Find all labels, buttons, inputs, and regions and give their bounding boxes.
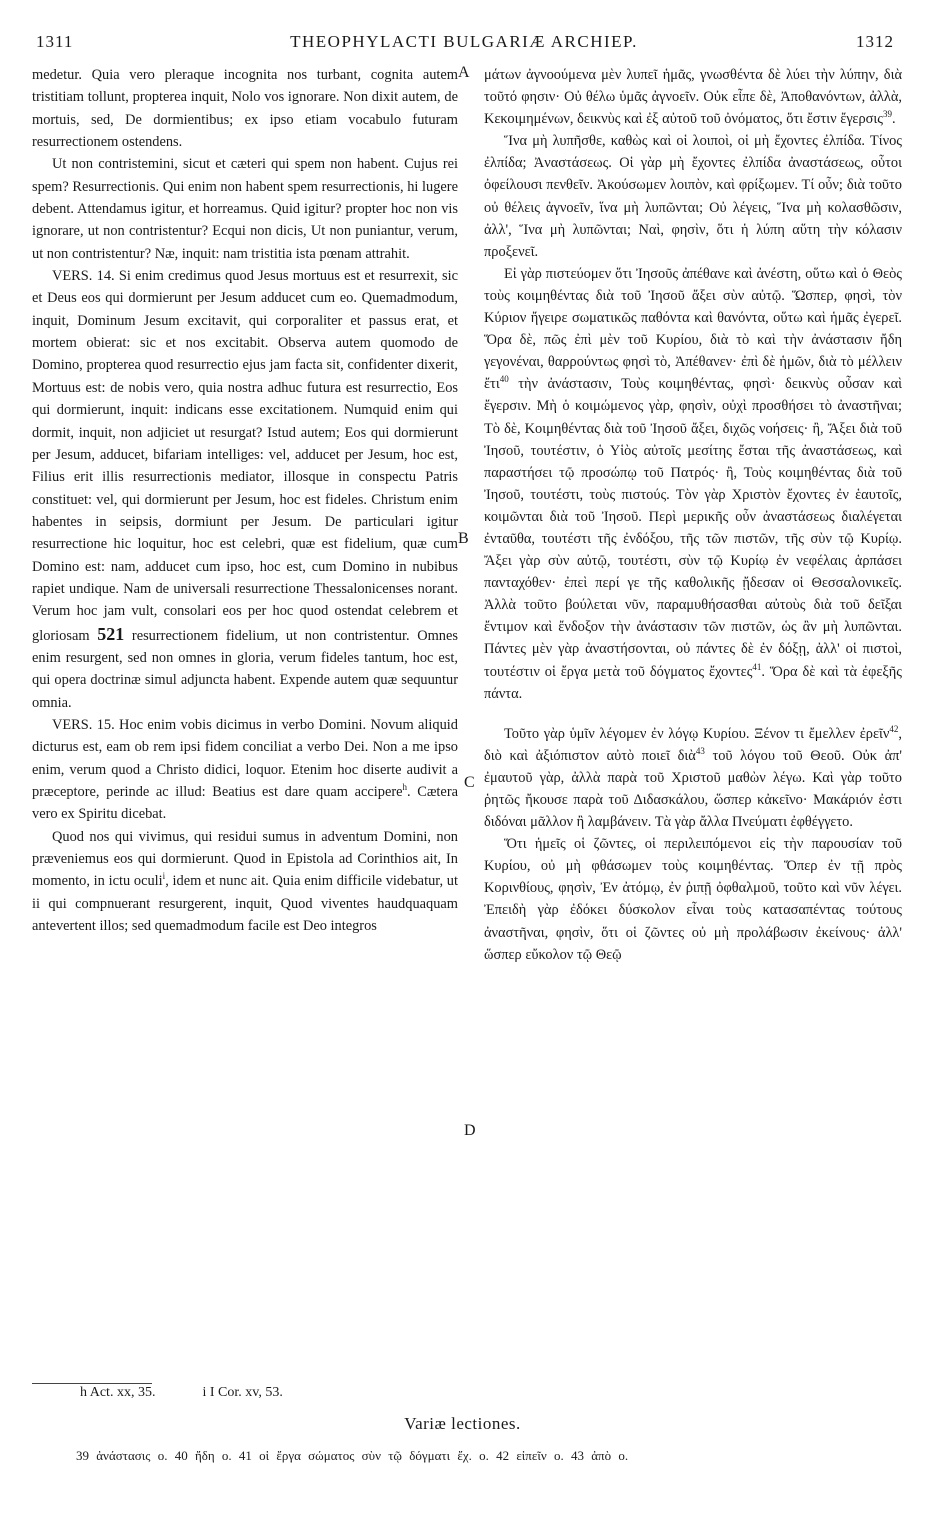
running-title: THEOPHYLACTI BULGARIÆ ARCHIEP.: [290, 32, 638, 51]
margin-letter-d: D: [464, 1122, 476, 1139]
note-ref-41: 41: [752, 661, 762, 672]
latin-paragraph: Quod nos qui vivimus, qui residui sumus in adventum Domini, non præveniemus eos qui dormierunt. Quod in Epistola ad Corinthios ait, In momento, in ictu oculi$^i$, idem et nunc ait. Quia enim difficile videbatur, ut ii qui compnuerant resurgerent, inquit, Quod viventes haudquaquam antevertent illos; sed quemadmodum facile est Deo integros: [32, 828, 458, 935]
variae-lectiones-list: 39 ἀνάστασις ο. 40 ἤδη ο. 41 οἱ ἔργα σώματος σὺν τῷ δόγματι ἔχ. ο. 42 εἰπεῖν ο. 43 ἀπὸ ο.: [76, 1448, 629, 1463]
note-ref-i: i: [162, 871, 166, 882]
section-gap: [484, 705, 902, 723]
latin-paragraph: VERS. 15. Hoc enim vobis dicimus in verbo Domini. Novum aliquid dicturus est, eam ob rem ipsi fidem conciliat a verbo Dei. Non a me ipso enim, verum quod a Christo didici, loquor. Etenim hoc diserte audivit a præceptore, perinde ac illud: Beatius est dare quam accipere$^h$. Cætera vero ex Spiritu dicebat.: [32, 716, 458, 823]
page-number-left: 1311: [36, 32, 74, 51]
greek-paragraph: Ὅτι ἡμεῖς οἱ ζῶντες, οἱ περιλειπόμενοι εἰς τὴν παρουσίαν τοῦ Κυρίου, οὐ μὴ φθάσωμεν τοὺς κοιμηθέντας. Ὅπερ ἐν τῇ πρὸς Κορινθίους, φησὶν, Ἐν ἀτόμῳ, ἐν ῥιπῇ ὀφθαλμοῦ, τοῦτο καὶ νῦν λέγει. Ἐπειδὴ γὰρ ἐδόκει δύσκολον εἶναι τοὺς κατασαπέντας τούτους ἀναστῆναι, φησὶν, ὅτι οἱ ζῶντες οὐ μὴ προλάβωσιν ἐκείνους· ἀλλ' ὥσπερ εὔκολον τῷ Θεῷ: [484, 836, 902, 963]
margin-letter-a: A: [458, 64, 470, 81]
footnote-i: i I Cor. xv, 53.: [202, 1385, 283, 1400]
latin-paragraph: medetur. Quia vero pleraque incognita nos turbant, cognita autem tristitiam tollunt, propterea inquit, Nolo vos ignorare. Non dixit autem, de mortuis, sed, De dormientibus; ex ipso etiam vocabulo futuram resurrectionem ostendens.: [32, 67, 458, 151]
footnotes: [80, 1385, 283, 1401]
greek-paragraph: μάτων ἀγνοούμενα μὲν λυπεῖ ἡμᾶς, γνωσθέντα δὲ λύει τὴν λύπην, διὰ τοῦτό φησιν· Οὐ θέλω ὑμᾶς ἀγνοεῖν. Οὐκ εἶπε δὲ, Ἀποθανόντων, ἀλλὰ, Κεκοιμημένων, δεικνὺς καὶ ἐξ αὐτοῦ τοῦ ὀνόματος, ὅτι ἔστιν ἔγερσις$^{39}$.: [484, 67, 902, 128]
margin-letter-b: B: [458, 530, 469, 547]
margin-letter-c: C: [464, 774, 475, 791]
variae-lectiones-title: Variæ lectiones.: [404, 1414, 521, 1433]
column-number: 521: [97, 623, 125, 644]
footnote-h: h Act. xx, 35.: [80, 1385, 156, 1400]
footnote-rule: [32, 1383, 152, 1384]
latin-paragraph: Ut non contristemini, sicut et cæteri qui spem non habent. Cujus rei spem? Resurrectionis. Qui enim non habent spem resurrectionis, hi lugere debent. Attendamus igitur, et horreamus. Quid igitur? propter hoc non vis ignorare, ut non contristentur? Ecqui non dicis, Ut non puniantur, verum, ut non contristentur? Næ, inquit: nam tristitia ista pœnam attrahit.: [32, 156, 458, 262]
note-ref-39: 39: [883, 109, 892, 120]
greek-column: [484, 64, 902, 966]
note-ref-40: 40: [499, 374, 509, 385]
page-number-right: 1312: [856, 32, 894, 51]
greek-paragraph: Τοῦτο γὰρ ὑμῖν λέγομεν ἐν λόγῳ Κυρίου. Ξένον τι ἔμελλεν ἐρεῖν$^{42}$, διὸ καὶ ἀξιόπιστον αὐτὸ ποιεῖ διὰ$^{43}$ τοῦ λόγου τοῦ Θεοῦ. Οὐκ ἀπ' ἐμαυτοῦ γὰρ, ἀλλὰ παρὰ τοῦ Χριστοῦ μαθὼν λέγω. Καὶ γὰρ τοῦτο ῥητῶς ἤκουσε παρὰ τοῦ Διδασκάλου, ὥσπερ κἀκεῖνο· Μακάριόν ἐστι διδόναι μᾶλλον ἢ λαμβάνειν. Τὰ γὰρ ἄλλα Πνεύματι ἐφθέγγετο.: [484, 723, 902, 831]
greek-paragraph: Ἵνα μὴ λυπῆσθε, καθὼς καὶ οἱ λοιποὶ, οἱ μὴ ἔχοντες ἐλπίδα. Τίνος ἐλπίδα; Ἀναστάσεως. Οἱ γὰρ μὴ ἔχοντες ἐλπίδα ἀναστάσεως, οὗτοι ὀφείλουσι πενθεῖν. Ἀκούσωμεν λοιπὸν, καὶ φρίξωμεν. Τί οὖν; διὰ τοῦτο οὐ θέλεις ἀγνοεῖν, ἵνα μὴ λυπῶνται; Οὐ λέγεις, Ἵνα μὴ κολασθῶσιν, ἀλλ', Ἵνα μὴ λυπῶνται; Ναὶ, φησὶν, ὅτι ἡ λύπη αὕτη τὴν κόλασιν προξενεῖ.: [484, 133, 902, 260]
note-ref-42: 42: [889, 723, 899, 734]
note-ref-h: h: [402, 782, 408, 793]
note-ref-43: 43: [695, 746, 705, 757]
running-header: [30, 30, 898, 54]
latin-column: [32, 64, 458, 937]
latin-paragraph: VERS. 14. Si enim credimus quod Jesus mortuus est et resurrexit, sic et Deus eos qui dormierunt per Jesum adducet cum eo. Quemadmodum, inquit, Dominum Jesum excitavit, qui corporaliter et passus erat, et mortem obierat: sic et nos excitabit. Observa autem quomodo de Domino, propterea quod resurrectio ejus jam facta sit, confidenter dixerit, Mortuus est: de nobis vero, quia nostra adhuc futura est resurrectio, Eos qui dormierunt, inquit: indicans esse excitationem. Numquid enim qui dormit, inquit, non adjiciet ut resurgat? Istud autem; Eos qui dormierunt per Jesum, adducet, bifariam intelliges: vel, adducet per Jesum, hoc est, Filius erit illis resurrectionis mediator, illosque in conspectu Patris constituet: vel, qui dormierunt per Jesum, hoc est fideles. Christum enim habentes in seipsis, dormiunt per Jesum. De particulari igitur resurrectione hic loquitur, hoc est celebri, quæ est fidelium, quæ cum Domino est: nam, adducet cum ipso, hoc est, cum Domino in nubibus rapiet undique. Nam de universali resurrectione Thessalonicenses norant. Verum hoc jam vult, consolari eos per hoc quod ostendat celebrem et gloriosam 521 resurrectionem fidelium, ut non contristentur. Omnes enim resurgent, sed non omnes in gloria, verum fideles tantum, hoc est, qui opera doctrinæ simul adjuncta habent. Expende autem quæ sequuntur omnia.: [32, 268, 458, 711]
greek-paragraph: Εἰ γὰρ πιστεύομεν ὅτι Ἰησοῦς ἀπέθανε καὶ ἀνέστη, οὕτω καὶ ὁ Θεὸς τοὺς κοιμηθέντας διὰ τοῦ Ἰησοῦ ἄξει σὺν αὐτῷ. Ὥσπερ, φησὶ, τὸν Κύριον ἤγειρε σωματικῶς παθόντα καὶ θανόντα, οὕτω καὶ ἡμᾶς ἐγερεῖ. Ὅρα δὲ, πῶς ἐπὶ μὲν τοῦ Κυρίου, διὰ τὸ καὶ τὴν ἀνάστασιν ἤδη γεγονέναι, θαρρούντως φησὶ τὸ, Ἀπέθανεν· ἐπὶ δὲ ἡμῶν, διὰ τὸ μέλλειν ἔτι$^{40}$ τὴν ἀνάστασιν, Τοὺς κοιμηθέντας, φησὶ· δεικνὺς οὖσαν καὶ ἔγερσιν. Μὴ ὁ κοιμώμενος γὰρ, φησὶν, οὐχὶ προσθήσει τὸ ἀναστῆναι; Τὸ δὲ, Κοιμηθέντας διὰ τοῦ Ἰησοῦ ἄξει, διχῶς νοήσεις· ἢ, Ἄξει διὰ τοῦ Ἰησοῦ, τουτέστιν, ὁ Υἱὸς αὐτοῖς μεσίτης ἔσται τῆς ἀναστάσεως, καὶ παραστήσει τῷ προσώπῳ τοῦ Πατρός· ἢ, Τοὺς κοιμηθέντας διὰ τοῦ Ἰησοῦ, τουτέστι, τοὺς πιστούς. Τὸν γὰρ Χριστὸν ἔχοντες ἐν ἑαυτοῖς, κοιμῶνται διὰ τοῦ Ἰησοῦ. Περὶ μερικῆς οὖν ἀναστάσεως διαλέγεται ἐνταῦθα, τουτέστι τῆς ἐνδόξου, τῆς τῶν πιστῶν, τῆς σὺν τῷ Κυρίῳ. Ἄξει γὰρ σὺν αὐτῷ, τουτέστι, σὺν τῷ Κυρίῳ ἐν νεφέλαις ἁρπάσει πανταχόθεν· ἐπεὶ περί γε τῆς καθολικῆς ᾔδεσαν οἱ Θεσσαλονικεῖς. Ἀλλὰ τοῦτο βούλεται νῦν, παραμυθήσασθαι αὐτοὺς διὰ τοῦ δεῖξαι ἔντιμον καὶ ἔνδοξον τὴν ἀνάστασιν τῶν πιστῶν, ὡς ἂν μὴ λυπῶνται. Πάντες μὲν γὰρ ἀναστήσονται, οὐ πάντες δὲ ἐν δόξῃ, ἀλλ' οἱ πιστοὶ, τουτέστιν οἱ ἔργα μετὰ τοῦ δόγματος ἔχοντες$^{41}$. Ὅρα δὲ καὶ τὰ ἐφεξῆς πάντα.: [484, 265, 903, 702]
